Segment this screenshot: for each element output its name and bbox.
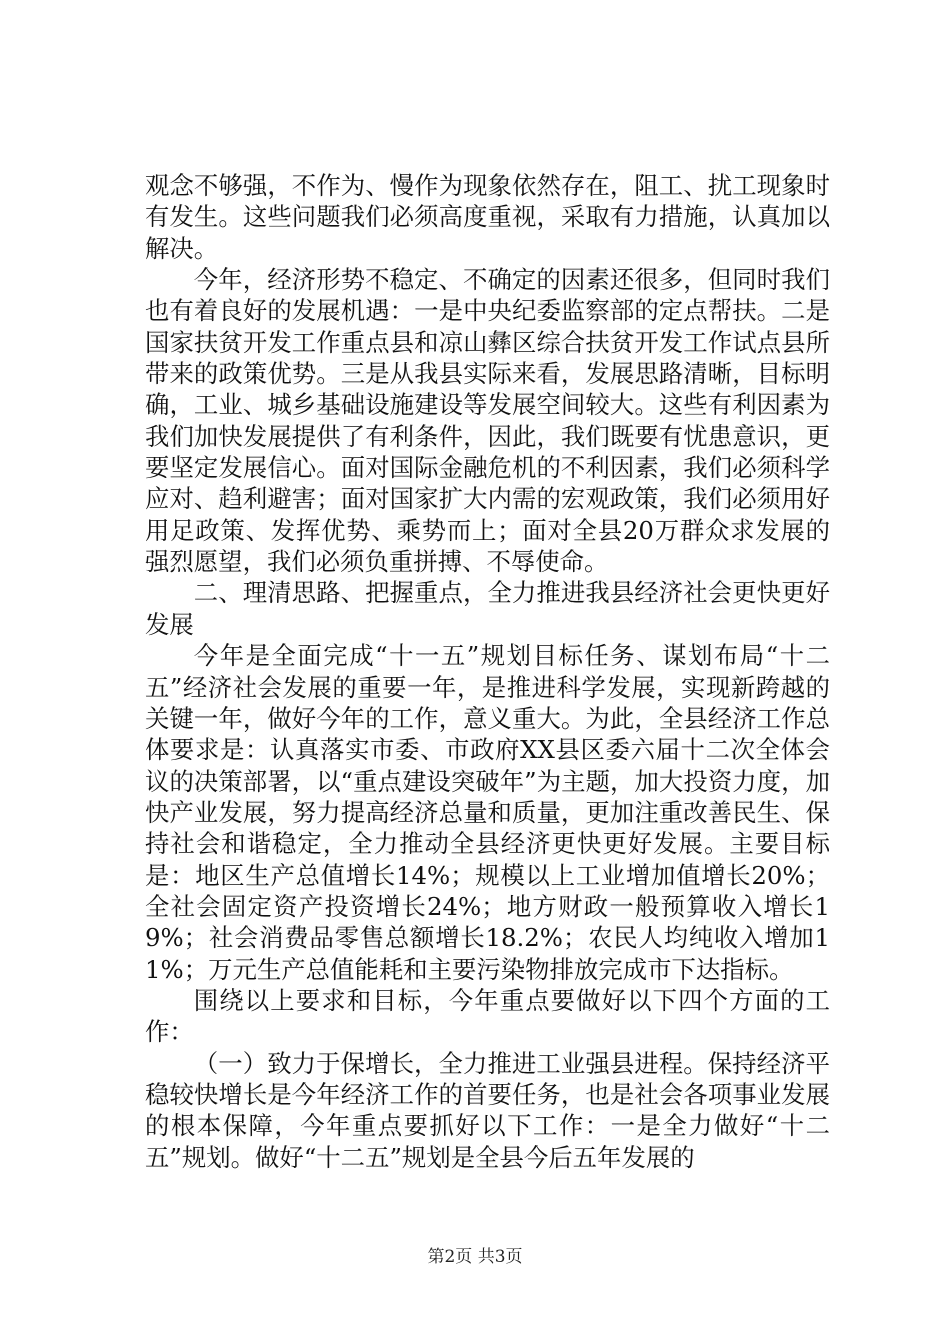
page-number-footer: 第2页 共3页	[427, 1247, 523, 1267]
paragraph-1: 观念不够强，不作为、慢作为现象依然存在，阻工、扰工现象时有发生。这些问题我们必须高度重视，采取有力措施，认真加以解决。	[145, 171, 830, 263]
document-body	[145, 170, 830, 1173]
section-heading: 二、理清思路、把握重点，全力推进我县经济社会更快更好发展	[145, 578, 830, 639]
paragraph-4: 围绕以上要求和目标，今年重点要做好以下四个方面的工作：	[145, 985, 830, 1047]
paragraph-2: 今年，经济形势不稳定、不确定的因素还很多，但同时我们也有着良好的发展机遇：一是中央纪委监察部的定点帮扶。二是国家扶贫开发工作重点县和凉山彝区综合扶贫开发工作试点县所带来的政策优势。三是从我县实际来看，发展思路清晰，目标明确，工业、城乡基础设施建设等发展空间较大。这些有利因素为我们加快发展提供了有利条件，因此，我们既要有忧患意识，更要坚定发展信心。面对国际金融危机的不利因素，我们必须科学应对、趋利避害；面对国家扩大内需的宏观政策，我们必须用好用足政策、发挥优势、乘势而上；面对全县20万群众求发展的强烈愿望，我们必须负重拼搏、不辱使命。	[145, 265, 830, 577]
paragraph-5: （一）致力于保增长，全力推进工业强县进程。保持经济平稳较快增长是今年经济工作的首要任务，也是社会各项事业发展的根本保障，今年重点要抓好以下工作：一是全力做好“十二五”规划。做好“十二五”规划是全县今后五年发展的	[145, 1048, 830, 1172]
paragraph-3: 今年是全面完成“十一五”规划目标任务、谋划布局“十二五”经济社会发展的重要一年，是推进科学发展，实现新跨越的关键一年，做好今年的工作，意义重大。为此，全县经济工作总体要求是：认真落实市委、市政府XX县区委六届十二次全体会议的决策部署，以“重点建设突破年”为主题，加大投资力度，加快产业发展，努力提高经济总量和质量，更加注重改善民生、保持社会和谐稳定，全力推动全县经济更快更好发展。主要目标是：地区生产总值增长14%；规模以上工业增加值增长20%；全社会固定资产投资增长24%；地方财政一般预算收入增长19%；社会消费品零售总额增长18.2%；农民人均纯收入增加11%；万元生产总值能耗和主要污染物排放完成市下达指标。	[145, 641, 830, 984]
